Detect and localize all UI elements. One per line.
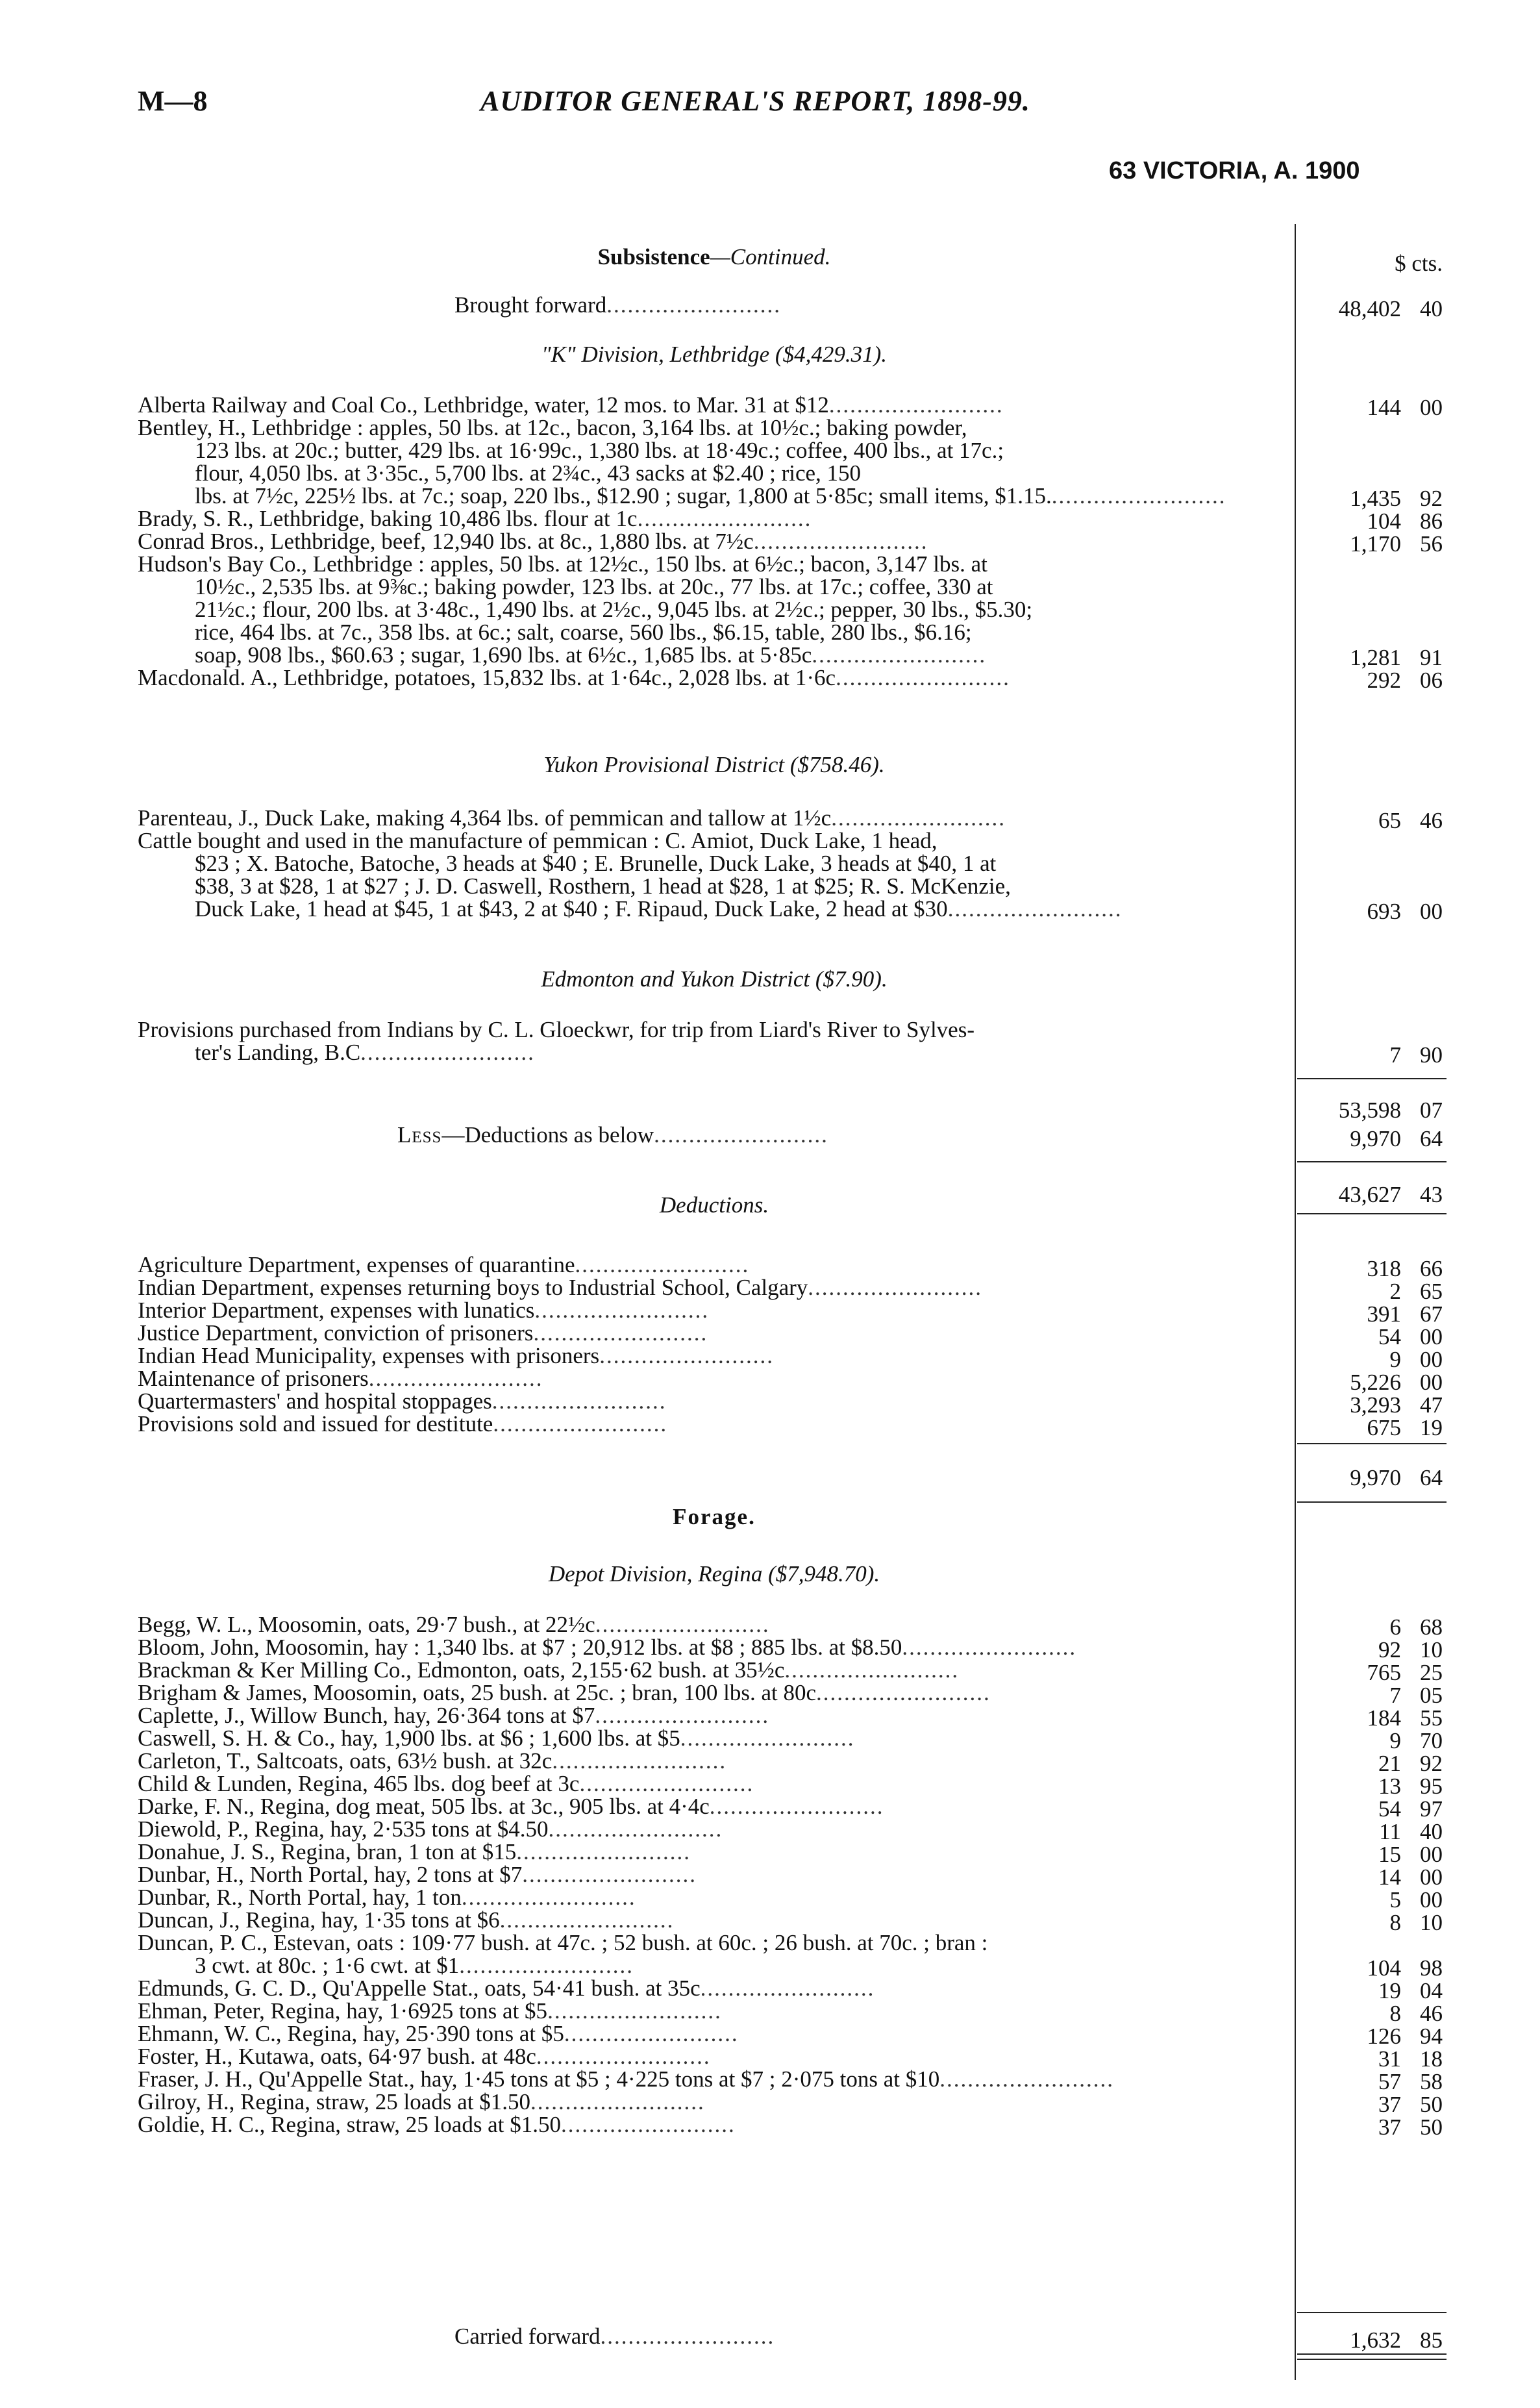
yukon-entry-line: $23 ; X. Batoche, Batoche, 3 heads at $40 ; E. Brunelle, Duck Lake, 3 heads at $40, 1 at xyxy=(195,851,997,876)
dot-leader: ......................... xyxy=(579,1771,754,1796)
amount-cents: 70 xyxy=(1420,1728,1443,1753)
amount-dollars: 65 xyxy=(1378,808,1401,833)
dot-leader: ......................... xyxy=(637,506,812,531)
dot-leader: ......................... xyxy=(360,1040,535,1065)
dot-leader: ......................... xyxy=(808,1275,983,1300)
amount-cents: 56 xyxy=(1420,531,1443,557)
amount-dollars: 184 xyxy=(1367,1705,1401,1731)
amount-dollars: 8 xyxy=(1389,2001,1401,2026)
deduction-amount xyxy=(1298,1280,1443,1303)
amount-dollars: 2 xyxy=(1389,1279,1401,1304)
k-division-amount xyxy=(1298,533,1443,555)
k-division-entry-line: Bentley, H., Lethbridge : apples, 50 lbs. at 12c., bacon, 3,164 lbs. at 10½c.; baking powder, xyxy=(138,415,967,440)
amount-cents: 00 xyxy=(1420,899,1443,924)
k-division-entry-line: 21½c.; flour, 200 lbs. at 3·48c., 1,490 lbs. at 2½c., 9,045 lbs. at 2½c.; pepper, 30 lbs., $5.30; xyxy=(195,597,1033,622)
amount-cents: 47 xyxy=(1420,1392,1443,1418)
amount-dollars: 37 xyxy=(1378,2092,1401,2117)
forage-entry-line xyxy=(138,1909,1291,1931)
deduction-amount xyxy=(1298,1348,1443,1371)
entry-text: Donahue, J. S., Regina, bran, 1 ton at $15 xyxy=(138,1839,517,1864)
k-division-amount xyxy=(1298,487,1443,510)
edmonton-entry-line xyxy=(195,1041,1291,1064)
yukon-entry-line: $38, 3 at $28, 1 at $27 ; J. D. Caswell, Rosthern, 1 head at $28, 1 at $25; R. S. McKenzie, xyxy=(195,873,1011,899)
k-division-amount xyxy=(1298,510,1443,533)
amount-cents: 00 xyxy=(1420,1347,1443,1372)
amount-cents: 46 xyxy=(1420,2001,1443,2026)
amount-cents: 00 xyxy=(1420,1842,1443,1867)
amount-cents: 55 xyxy=(1420,1705,1443,1731)
k-division-entry-line xyxy=(195,484,1291,507)
forage-entry-line xyxy=(138,1613,1291,1636)
amount-cents: 40 xyxy=(1420,1819,1443,1844)
amount-cents: 25 xyxy=(1420,1660,1443,1685)
k-division-amount xyxy=(1298,669,1443,692)
dot-leader: ......................... xyxy=(533,1320,708,1346)
entry-text: Bloom, John, Moosomin, hay : 1,340 lbs. at $7 ; 20,912 lbs. at $8 ; 885 lbs. at $8.50 xyxy=(138,1635,902,1660)
amount-dollars: 14 xyxy=(1378,1864,1401,1890)
deduction-line xyxy=(138,1276,1291,1299)
dot-leader: ......................... xyxy=(654,1122,828,1148)
amount-cents: 85 xyxy=(1420,2327,1443,2353)
entry-text: 3 cwt. at 80c. ; 1·6 cwt. at $1 xyxy=(195,1953,460,1978)
amount-cents: 64 xyxy=(1420,1465,1443,1490)
amount-dollars: 9 xyxy=(1389,1347,1401,1372)
edmonton-amount xyxy=(1298,1044,1443,1066)
deduction-amount xyxy=(1298,1257,1443,1280)
deduction-line xyxy=(138,1367,1291,1390)
amount-dollars: 104 xyxy=(1367,1955,1401,1981)
amount-dollars: 765 xyxy=(1367,1660,1401,1685)
carried-forward-amount xyxy=(1298,2329,1443,2352)
forage-entry-line: Duncan, P. C., Estevan, oats : 109·77 bush. at 47c. ; 52 bush. at 60c. ; 26 bush. at 70c. ; bran : xyxy=(138,1930,988,1955)
entry-text: Foster, H., Kutawa, oats, 64·97 bush. at 48c xyxy=(138,2044,536,2069)
amount-column-rule xyxy=(1295,224,1296,2380)
net-under-rule xyxy=(1297,1213,1447,1214)
amount-dollars: 292 xyxy=(1367,668,1401,693)
k-division-entry-line xyxy=(195,644,1291,666)
forage-entry-line xyxy=(138,1681,1291,1704)
forage-entry-line xyxy=(138,2090,1291,2113)
amount-cents: 00 xyxy=(1420,1887,1443,1913)
forage-amount xyxy=(1298,2025,1443,2048)
amount-cents: 58 xyxy=(1420,2069,1443,2094)
amount-dollars: 9 xyxy=(1389,1728,1401,1753)
dot-leader: ......................... xyxy=(534,1298,710,1323)
amount-cents: 40 xyxy=(1420,296,1443,321)
amount-cents: 86 xyxy=(1420,508,1443,534)
yukon-amount xyxy=(1298,900,1443,923)
forage-amount xyxy=(1298,1888,1443,1911)
dot-leader: ......................... xyxy=(368,1366,543,1391)
deduction-line xyxy=(138,1344,1291,1367)
entry-text: Caswell, S. H. & Co., hay, 1,900 lbs. at $6 ; 1,600 lbs. at $5 xyxy=(138,1725,680,1751)
dot-leader: ......................... xyxy=(548,1816,723,1842)
subtotal-rule xyxy=(1297,1078,1447,1079)
k-division-entry-line: Hudson's Bay Co., Lethbridge : apples, 50 lbs. at 12½c., 150 lbs. at 6½c.; bacon, 3,147 lbs. at xyxy=(138,551,987,577)
dot-leader: ......................... xyxy=(536,2044,711,2069)
amount-cents: 00 xyxy=(1420,1864,1443,1890)
amount-cents: 67 xyxy=(1420,1301,1443,1327)
dot-leader: ......................... xyxy=(459,1953,634,1978)
heading-continued: —Continued. xyxy=(710,244,831,270)
amount-dollars: 126 xyxy=(1367,2024,1401,2049)
amount-cents: 68 xyxy=(1420,1614,1443,1640)
amount-cents: 92 xyxy=(1420,1751,1443,1776)
amount-dollars: 1,281 xyxy=(1350,645,1401,670)
deductions-total-rule xyxy=(1297,1443,1447,1444)
entry-text: Goldie, H. C., Regina, straw, 25 loads at $1.50 xyxy=(138,2112,561,2137)
amount-dollars: 1,435 xyxy=(1350,486,1401,511)
yukon-amount xyxy=(1298,809,1443,832)
amount-cents: 07 xyxy=(1420,1097,1443,1123)
amount-dollars: 693 xyxy=(1367,899,1401,924)
currency-header: $ cts. xyxy=(1395,251,1443,276)
entry-text: Indian Department, expenses returning boys to Industrial School, Calgary xyxy=(138,1275,808,1300)
entry-text: Justice Department, conviction of prisoners xyxy=(138,1320,534,1346)
forage-amount xyxy=(1298,1979,1443,2002)
amount-dollars: 37 xyxy=(1378,2114,1401,2140)
entry-text: Duncan, J., Regina, hay, 1·35 tons at $6 xyxy=(138,1907,500,1933)
forage-amount xyxy=(1298,2093,1443,2116)
forage-entry-line xyxy=(138,2113,1291,2136)
amount-dollars: 57 xyxy=(1378,2069,1401,2094)
amount-dollars: 5 xyxy=(1389,1887,1401,1913)
forage-entry-line xyxy=(138,1636,1291,1659)
entry-text: soap, 908 lbs., $60.63 ; sugar, 1,690 lbs. at 6½c., 1,685 lbs. at 5·85c xyxy=(195,642,812,668)
heading-bold: Subsistence xyxy=(597,244,710,270)
forage-amount xyxy=(1298,1843,1443,1866)
net-amount xyxy=(1298,1183,1443,1206)
forage-entry-line xyxy=(138,2068,1291,2090)
forage-amount xyxy=(1298,2116,1443,2138)
amount-dollars: 31 xyxy=(1378,2046,1401,2072)
deduction-line xyxy=(138,1253,1291,1276)
amount-cents: 50 xyxy=(1420,2092,1443,2117)
depot-division-heading: Depot Division, Regina ($7,948.70). xyxy=(548,1561,880,1587)
amount-dollars: 8 xyxy=(1389,1910,1401,1935)
amount-dollars: 54 xyxy=(1378,1324,1401,1349)
entry-text: Carried forward xyxy=(454,2324,601,2349)
amount-cents: 66 xyxy=(1420,1256,1443,1281)
dot-leader: ......................... xyxy=(1051,483,1226,508)
k-division-entry-line: 10½c., 2,535 lbs. at 9⅜c.; baking powder, 123 lbs. at 20c., 77 lbs. at 17c.; coffee, 330 at xyxy=(195,574,993,599)
amount-dollars: 48,402 xyxy=(1338,296,1401,321)
amount-dollars: 1,632 xyxy=(1350,2327,1401,2353)
amount-dollars: 7 xyxy=(1389,1683,1401,1708)
yukon-entry-line xyxy=(195,897,1291,920)
forage-amount xyxy=(1298,1866,1443,1888)
entry-text: Quartermasters' and hospital stoppages xyxy=(138,1388,492,1414)
k-division-entry-line xyxy=(138,530,1291,553)
deduction-amount xyxy=(1298,1325,1443,1348)
entry-text: Child & Lunden, Regina, 465 lbs. dog beef at 3c xyxy=(138,1771,580,1796)
amount-dollars: 9,970 xyxy=(1350,1465,1401,1490)
amount-cents: 10 xyxy=(1420,1910,1443,1935)
deduction-line xyxy=(138,1299,1291,1322)
amount-cents: 00 xyxy=(1420,395,1443,420)
amount-dollars: 43,627 xyxy=(1338,1182,1401,1207)
entry-text: ter's Landing, B.C xyxy=(195,1040,361,1065)
amount-dollars: 53,598 xyxy=(1338,1097,1401,1123)
dot-leader: ......................... xyxy=(547,1998,722,2024)
forage-amount xyxy=(1298,1957,1443,1979)
entry-text: Fraser, J. H., Qu'Appelle Stat., hay, 1·45 tons at $5 ; 4·225 tons at $7 ; 2·075 tons at $10 xyxy=(138,2066,940,2092)
amount-cents: 00 xyxy=(1420,1324,1443,1349)
entry-text: Maintenance of prisoners xyxy=(138,1366,369,1391)
entry-text: Darke, F. N., Regina, dog meat, 505 lbs. at 3c., 905 lbs. at 4·4c xyxy=(138,1794,710,1819)
yukon-entry-line: Cattle bought and used in the manufacture of pemmican : C. Amiot, Duck Lake, 1 head, xyxy=(138,828,938,853)
edmonton-entry-line: Provisions purchased from Indians by C. L. Gloeckwr, for trip from Liard's River to Sylves- xyxy=(138,1017,975,1042)
amount-dollars: 1,170 xyxy=(1350,531,1401,557)
forage-entry-line xyxy=(138,1750,1291,1772)
forage-entry-line xyxy=(138,2045,1291,2068)
amount-cents: 46 xyxy=(1420,808,1443,833)
dot-leader: ......................... xyxy=(939,2066,1115,2092)
dot-leader: ......................... xyxy=(552,1748,727,1774)
forage-entry-line xyxy=(138,1727,1291,1750)
dot-leader: ......................... xyxy=(560,2112,736,2137)
amount-dollars: 104 xyxy=(1367,508,1401,534)
k-division-heading: "K" Division, Lethbridge ($4,429.31). xyxy=(541,342,887,367)
dot-leader: ......................... xyxy=(828,392,1004,418)
deduction-line xyxy=(138,1390,1291,1412)
amount-dollars: 144 xyxy=(1367,395,1401,420)
entry-text: Ehmann, W. C., Regina, hay, 25·390 tons at $5 xyxy=(138,2021,564,2046)
forage-amount xyxy=(1298,1752,1443,1775)
dot-leader: ......................... xyxy=(709,1794,884,1819)
deduction-amount xyxy=(1298,1371,1443,1394)
entry-text: Interior Department, expenses with lunatics xyxy=(138,1298,535,1323)
amount-cents: 50 xyxy=(1420,2114,1443,2140)
forage-entry-line xyxy=(138,1818,1291,1840)
amount-cents: 95 xyxy=(1420,1774,1443,1799)
forage-amount xyxy=(1298,2070,1443,2093)
entry-text: Brought forward xyxy=(454,292,607,318)
entry-text: Gilroy, H., Regina, straw, 25 loads at $1.50 xyxy=(138,2089,530,2114)
amount-dollars: 21 xyxy=(1378,1751,1401,1776)
deduction-amount xyxy=(1298,1394,1443,1416)
amount-cents: 97 xyxy=(1420,1796,1443,1822)
dot-leader: ......................... xyxy=(606,292,782,318)
forage-amount xyxy=(1298,1729,1443,1752)
entry-text: Provisions sold and issued for destitute xyxy=(138,1411,493,1436)
amount-dollars: 318 xyxy=(1367,1256,1401,1281)
dot-leader: ......................... xyxy=(902,1635,1077,1660)
deduction-amount xyxy=(1298,1303,1443,1325)
amount-dollars: 7 xyxy=(1389,1042,1401,1068)
dot-leader: ......................... xyxy=(599,1343,774,1368)
dot-leader: ......................... xyxy=(680,1725,855,1751)
entry-text: Macdonald. A., Lethbridge, potatoes, 15,832 lbs. at 1·64c., 2,028 lbs. at 1·6c xyxy=(138,665,836,690)
brought-forward-amount xyxy=(1298,297,1443,320)
amount-dollars: 9,970 xyxy=(1350,1126,1401,1151)
forage-amount xyxy=(1298,2002,1443,2025)
dot-leader: ......................... xyxy=(575,1252,750,1277)
amount-cents: 04 xyxy=(1420,1978,1443,2003)
dot-leader: ......................... xyxy=(812,642,987,668)
amount-cents: 19 xyxy=(1420,1415,1443,1440)
amount-cents: 98 xyxy=(1420,1955,1443,1981)
amount-cents: 06 xyxy=(1420,668,1443,693)
amount-dollars: 3,293 xyxy=(1350,1392,1401,1418)
forage-entry-line xyxy=(138,1772,1291,1795)
subsistence-heading xyxy=(138,245,1291,268)
carried-forward-rule xyxy=(1297,2312,1447,2313)
dot-leader: ......................... xyxy=(600,2324,775,2349)
k-division-amount xyxy=(1298,646,1443,669)
forage-amount xyxy=(1298,1775,1443,1798)
forage-amount xyxy=(1298,1798,1443,1820)
forage-amount xyxy=(1298,2048,1443,2070)
less-label-rest: —Deductions as below xyxy=(441,1122,654,1148)
deduction-line xyxy=(138,1412,1291,1435)
forage-amount xyxy=(1298,1661,1443,1684)
dot-leader: ......................... xyxy=(516,1839,691,1864)
amount-cents: 65 xyxy=(1420,1279,1443,1304)
page-id: M—8 xyxy=(138,85,208,117)
dot-leader: ......................... xyxy=(784,1657,960,1683)
amount-cents: 00 xyxy=(1420,1370,1443,1395)
dot-leader: ......................... xyxy=(522,1862,697,1887)
yukon-heading: Yukon Provisional District ($758.46). xyxy=(543,752,885,777)
amount-cents: 43 xyxy=(1420,1182,1443,1207)
amount-cents: 91 xyxy=(1420,645,1443,670)
amount-cents: 64 xyxy=(1420,1126,1443,1151)
k-division-entry-line xyxy=(138,394,1291,416)
entry-text: Begg, W. L., Moosomin, oats, 29·7 bush., at 22½c xyxy=(138,1612,595,1637)
forage-entry-line xyxy=(138,1659,1291,1681)
amount-cents: 18 xyxy=(1420,2046,1443,2072)
forage-entry-line xyxy=(195,1954,1291,1977)
dot-leader: ......................... xyxy=(836,665,1010,690)
amount-cents: 05 xyxy=(1420,1683,1443,1708)
k-division-amount xyxy=(1298,396,1443,419)
dot-leader: ......................... xyxy=(831,805,1006,831)
forage-amount xyxy=(1298,1638,1443,1661)
amount-dollars: 5,226 xyxy=(1350,1370,1401,1395)
k-division-entry-line: 123 lbs. at 20c.; butter, 429 lbs. at 16·99c., 1,380 lbs. at 18·49c.; coffee, 400 lbs., at 17c.; xyxy=(195,438,1004,463)
amount-dollars: 6 xyxy=(1389,1614,1401,1640)
dot-leader: ......................... xyxy=(595,1612,770,1637)
deductions-heading: Deductions. xyxy=(659,1192,769,1218)
forage-amount xyxy=(1298,1707,1443,1729)
forage-amount xyxy=(1298,1684,1443,1707)
net-rule xyxy=(1297,1161,1447,1162)
amount-cents: 10 xyxy=(1420,1637,1443,1662)
entry-text: Brigham & James, Moosomin, oats, 25 bush. at 25c. ; bran, 100 lbs. at 80c xyxy=(138,1680,817,1705)
yukon-entry-line xyxy=(138,807,1291,829)
dot-leader: ......................... xyxy=(595,1703,770,1728)
carried-forward-double-rule xyxy=(1297,2353,1447,2360)
amount-dollars: 675 xyxy=(1367,1415,1401,1440)
k-division-entry-line: rice, 464 lbs. at 7c., 358 lbs. at 6c.; salt, coarse, 560 lbs., $6.15, table, 280 lbs., $6.16; xyxy=(195,620,972,645)
entry-text: Parenteau, J., Duck Lake, making 4,364 lbs. of pemmican and tallow at 1½c xyxy=(138,805,832,831)
amount-cents: 92 xyxy=(1420,486,1443,511)
forage-amount xyxy=(1298,1616,1443,1638)
amount-dollars: 13 xyxy=(1378,1774,1401,1799)
k-division-entry-line: flour, 4,050 lbs. at 3·35c., 5,700 lbs. at 2¾c., 43 sacks at $2.40 ; rice, 150 xyxy=(195,460,862,486)
subtotal-amount xyxy=(1298,1099,1443,1122)
amount-dollars: 391 xyxy=(1367,1301,1401,1327)
dot-leader: ......................... xyxy=(499,1907,675,1933)
forage-entry-line xyxy=(138,1977,1291,2000)
amount-dollars: 19 xyxy=(1378,1978,1401,2003)
entry-text: Carleton, T., Saltcoats, oats, 63½ bush. at 32c xyxy=(138,1748,553,1774)
entry-text: Diewold, P., Regina, hay, 2·535 tons at $4.50 xyxy=(138,1816,549,1842)
forage-entry-line xyxy=(138,2000,1291,2022)
less-label: Less xyxy=(397,1122,442,1148)
amount-dollars: 54 xyxy=(1378,1796,1401,1822)
dot-leader: ......................... xyxy=(493,1411,668,1436)
forage-entry-line xyxy=(138,1704,1291,1727)
forage-amount xyxy=(1298,1820,1443,1843)
dot-leader: ......................... xyxy=(700,1975,875,2001)
entry-text: Edmunds, G. C. D., Qu'Appelle Stat., oats, 54·41 bush. at 35c xyxy=(138,1975,701,2001)
entry-text: Conrad Bros., Lethbridge, beef, 12,940 lbs. at 8c., 1,880 lbs. at 7½c xyxy=(138,529,754,554)
report-title: AUDITOR GENERAL'S REPORT, 1898-99. xyxy=(480,85,1030,117)
amount-cents: 90 xyxy=(1420,1042,1443,1068)
entry-text: Duck Lake, 1 head at $45, 1 at $43, 2 at $40 ; F. Ripaud, Duck Lake, 2 head at $30 xyxy=(195,896,948,922)
entry-text: Dunbar, H., North Portal, hay, 2 tons at $7 xyxy=(138,1862,523,1887)
dot-leader: ......................... xyxy=(530,2089,705,2114)
entry-text: lbs. at 7½c, 225½ lbs. at 7c.; soap, 220 lbs., $12.90 ; sugar, 1,800 at 5·85c; small items, $1.15. xyxy=(195,483,1052,508)
forage-heading: Forage. xyxy=(673,1504,756,1529)
entry-text: Alberta Railway and Coal Co., Lethbridge, water, 12 mos. to Mar. 31 at $12 xyxy=(138,392,829,418)
dot-leader: ......................... xyxy=(461,1885,636,1910)
entry-text: Brackman & Ker Milling Co., Edmonton, oats, 2,155·62 bush. at 35½c xyxy=(138,1657,785,1683)
k-division-entry-line xyxy=(138,507,1291,530)
session-label: 63 VICTORIA, A. 1900 xyxy=(1109,157,1360,184)
deductions-total-amount xyxy=(1298,1466,1443,1489)
dot-leader: ......................... xyxy=(491,1388,667,1414)
deduction-amount xyxy=(1298,1416,1443,1439)
amount-dollars: 11 xyxy=(1379,1819,1401,1844)
forage-entry-line xyxy=(138,2022,1291,2045)
entry-text: Agriculture Department, expenses of quarantine xyxy=(138,1252,575,1277)
entry-text: Ehman, Peter, Regina, hay, 1·6925 tons at $5 xyxy=(138,1998,548,2024)
edmonton-heading: Edmonton and Yukon District ($7.90). xyxy=(541,966,888,992)
dot-leader: ......................... xyxy=(816,1680,991,1705)
entry-text: Indian Head Municipality, expenses with prisoners xyxy=(138,1343,600,1368)
k-division-entry-line xyxy=(138,666,1291,689)
dot-leader: ......................... xyxy=(947,896,1123,922)
entry-text: Brady, S. R., Lethbridge, baking 10,486 lbs. flour at 1c xyxy=(138,506,638,531)
amount-dollars: 92 xyxy=(1378,1637,1401,1662)
dot-leader: ......................... xyxy=(564,2021,739,2046)
forage-entry-line xyxy=(138,1840,1291,1863)
forage-entry-line xyxy=(138,1795,1291,1818)
entry-text: Dunbar, R., North Portal, hay, 1 ton xyxy=(138,1885,462,1910)
less-amount xyxy=(1298,1127,1443,1150)
amount-dollars: 15 xyxy=(1378,1842,1401,1867)
amount-cents: 94 xyxy=(1420,2024,1443,2049)
entry-text: Caplette, J., Willow Bunch, hay, 26·364 tons at $7 xyxy=(138,1703,595,1728)
forage-entry-line xyxy=(138,1863,1291,1886)
forage-entry-line xyxy=(138,1886,1291,1909)
deductions-total-under-rule xyxy=(1297,1501,1447,1503)
deduction-line xyxy=(138,1322,1291,1344)
forage-amount xyxy=(1298,1911,1443,1934)
dot-leader: ......................... xyxy=(753,529,928,554)
